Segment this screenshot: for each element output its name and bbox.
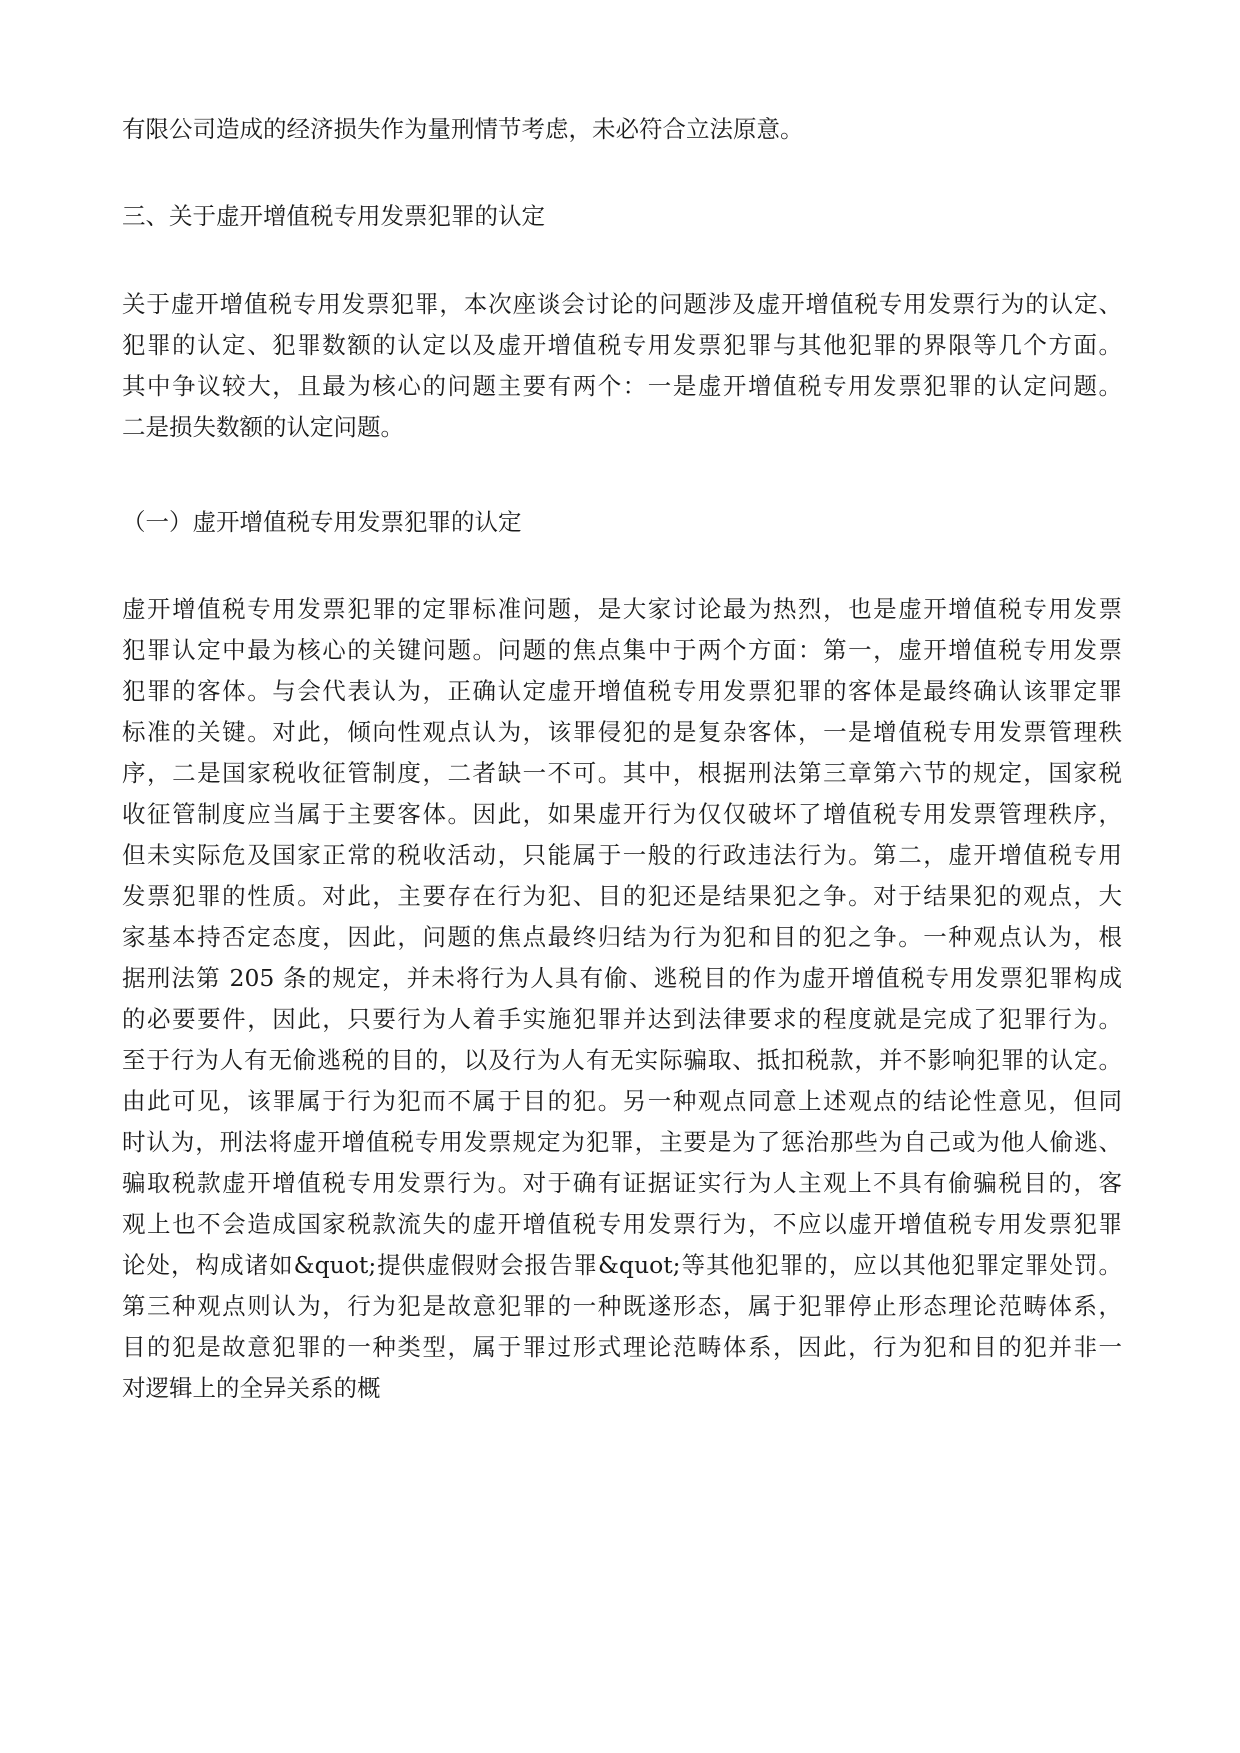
text-line: 收征管制度应当属于主要客体。因此，如果虚开行为仅仅破坏了增值税专用发票管理秩序， <box>122 800 1122 828</box>
text-line: 对逻辑上的全异关系的概 <box>122 1374 381 1402</box>
text-line: 的必要要件，因此，只要行为人着手实施犯罪并达到法律要求的程度就是完成了犯罪行为。 <box>122 1005 1122 1033</box>
section-heading <box>122 196 1122 237</box>
text-line: 骗取税款虚开增值税专用发票行为。对于确有证据证实行为人主观上不具有偷骗税目的，客 <box>122 1169 1122 1197</box>
text-line: 至于行为人有无偷逃税的目的，以及行为人有无实际骗取、抵扣税款，并不影响犯罪的认定。 <box>122 1046 1122 1074</box>
paragraph-1 <box>122 284 1122 448</box>
text-line: 有限公司造成的经济损失作为量刑情节考虑，未必符合立法原意。 <box>122 115 804 143</box>
text-line: 犯罪的客体。与会代表认为，正确认定虚开增值税专用发票犯罪的客体是最终确认该罪定罪 <box>122 677 1122 705</box>
text-line: 目的犯是故意犯罪的一种类型，属于罪过形式理论范畴体系，因此，行为犯和目的犯并非一 <box>122 1333 1122 1361</box>
text-line: 序，二是国家税收征管制度，二者缺一不可。其中，根据刑法第三章第六节的规定，国家税 <box>122 759 1122 787</box>
text-line: 发票犯罪的性质。对此，主要存在行为犯、目的犯还是结果犯之争。对于结果犯的观点，大 <box>122 882 1122 910</box>
text-line: 论处，构成诸如&quot;提供虚假财会报告罪&quot;等其他犯罪的，应以其他犯罪定罪处罚。 <box>122 1251 1122 1279</box>
heading-text: 三、关于虚开增值税专用发票犯罪的认定 <box>122 202 545 230</box>
text-line: 由此可见，该罪属于行为犯而不属于目的犯。另一种观点同意上述观点的结论性意见，但同 <box>122 1087 1122 1115</box>
text-line: 其中争议较大，且最为核心的问题主要有两个：一是虚开增值税专用发票犯罪的认定问题。 <box>122 372 1122 400</box>
text-line: 但未实际危及国家正常的税收活动，只能属于一般的行政违法行为。第二，虚开增值税专用 <box>122 841 1122 869</box>
text-line: 第三种观点则认为，行为犯是故意犯罪的一种既遂形态，属于犯罪停止形态理论范畴体系， <box>122 1292 1122 1320</box>
text-line: 犯罪的认定、犯罪数额的认定以及虚开增值税专用发票犯罪与其他犯罪的界限等几个方面。 <box>122 331 1122 359</box>
paragraph-2 <box>122 589 1122 1409</box>
text-line: 二是损失数额的认定问题。 <box>122 413 404 441</box>
text-line: 时认为，刑法将虚开增值税专用发票规定为犯罪，主要是为了惩治那些为自己或为他人偷逃、 <box>122 1128 1122 1156</box>
text-line: 标准的关键。对此，倾向性观点认为，该罪侵犯的是复杂客体，一是增值税专用发票管理秩 <box>122 718 1122 746</box>
heading-text: （一）虚开增值税专用发票犯罪的认定 <box>122 508 522 536</box>
text-line: 犯罪认定中最为核心的关键问题。问题的焦点集中于两个方面：第一，虚开增值税专用发票 <box>122 636 1122 664</box>
text-line: 观上也不会造成国家税款流失的虚开增值税专用发票行为，不应以虚开增值税专用发票犯罪 <box>122 1210 1122 1238</box>
text-line: 家基本持否定态度，因此，问题的焦点最终归结为行为犯和目的犯之争。一种观点认为，根 <box>122 923 1122 951</box>
intro-line <box>122 109 1122 150</box>
text-line: 关于虚开增值税专用发票犯罪，本次座谈会讨论的问题涉及虚开增值税专用发票行为的认定、 <box>122 290 1122 318</box>
text-line: 虚开增值税专用发票犯罪的定罪标准问题，是大家讨论最为热烈，也是虚开增值税专用发票 <box>122 595 1122 623</box>
text-line: 据刑法第 205 条的规定，并未将行为人具有偷、逃税目的作为虚开增值税专用发票犯罪构成 <box>122 964 1122 992</box>
subsection-heading <box>122 502 1122 543</box>
